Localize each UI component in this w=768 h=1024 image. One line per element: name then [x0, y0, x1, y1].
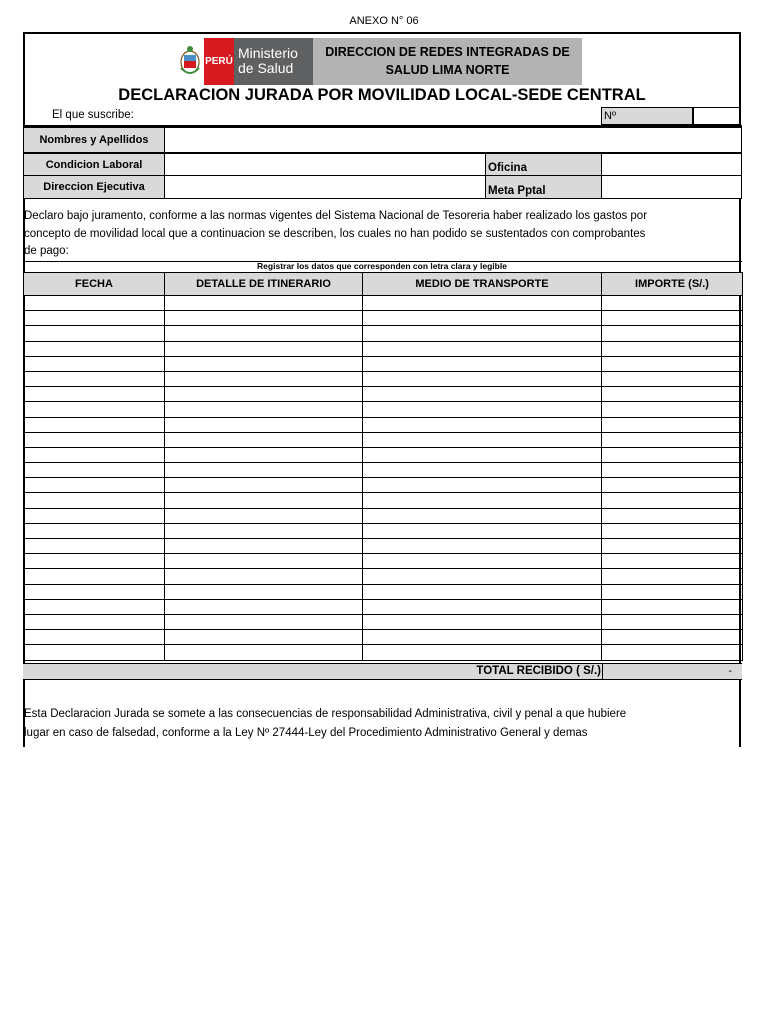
table-row	[24, 432, 743, 447]
amount-cell[interactable]	[602, 463, 743, 478]
column-header-itinerary: DETALLE DE ITINERARIO	[165, 273, 363, 296]
declaration-line-2: concepto de movilidad local que a continuacion se describen, los cuales no han podido se sustentados con comprobantes	[24, 227, 646, 240]
table-row	[24, 493, 743, 508]
itinerary-cell[interactable]	[165, 554, 363, 569]
amount-cell[interactable]	[602, 539, 743, 554]
itinerary-cell[interactable]	[165, 645, 363, 660]
transport-cell[interactable]	[363, 432, 602, 447]
itinerary-cell[interactable]	[165, 371, 363, 386]
itinerary-cell[interactable]	[165, 356, 363, 371]
date-cell[interactable]	[24, 356, 165, 371]
declaration-text	[24, 208, 684, 261]
table-row	[24, 387, 743, 402]
date-cell[interactable]	[24, 341, 165, 356]
itinerary-cell[interactable]	[165, 614, 363, 629]
table-row	[24, 539, 743, 554]
shield-icon	[176, 38, 204, 85]
date-cell[interactable]	[24, 523, 165, 538]
transport-cell[interactable]	[363, 493, 602, 508]
transport-cell[interactable]	[363, 296, 602, 311]
amount-cell[interactable]	[602, 645, 743, 660]
date-cell[interactable]	[24, 614, 165, 629]
table-header-row	[24, 273, 743, 296]
amount-cell[interactable]	[602, 554, 743, 569]
transport-cell[interactable]	[363, 417, 602, 432]
itinerary-cell[interactable]	[165, 463, 363, 478]
amount-cell[interactable]	[602, 341, 743, 356]
amount-cell[interactable]	[602, 478, 743, 493]
amount-cell[interactable]	[602, 402, 743, 417]
transport-cell[interactable]	[363, 478, 602, 493]
date-cell[interactable]	[24, 417, 165, 432]
column-header-amount: IMPORTE (S/.)	[602, 273, 743, 296]
org-line-2: SALUD LIMA NORTE	[385, 63, 510, 77]
transport-cell[interactable]	[363, 539, 602, 554]
itinerary-cell[interactable]	[165, 478, 363, 493]
date-cell[interactable]	[24, 326, 165, 341]
table-row	[24, 508, 743, 523]
amount-cell[interactable]	[602, 599, 743, 614]
amount-cell[interactable]	[602, 630, 743, 645]
transport-cell[interactable]	[363, 630, 602, 645]
date-cell[interactable]	[24, 584, 165, 599]
org-line-1: DIRECCION DE REDES INTEGRADAS DE	[325, 45, 570, 59]
amount-cell[interactable]	[602, 432, 743, 447]
date-cell[interactable]	[24, 387, 165, 402]
amount-cell[interactable]	[602, 417, 743, 432]
declaration-line-1: Declaro bajo juramento, conforme a las normas vigentes del Sistema Nacional de Tesoreria haber realizado los gastos por	[24, 210, 648, 222]
transport-cell[interactable]	[363, 508, 602, 523]
transport-cell[interactable]	[363, 599, 602, 614]
logo-ministry: Ministerio de Salud	[234, 38, 313, 85]
transport-cell[interactable]	[363, 614, 602, 629]
footer-line-1: Esta Declaracion Jurada se somete a las consecuencias de responsabilidad Administrativa, civil y penal a que hubiere	[24, 708, 627, 720]
itinerary-cell[interactable]	[165, 523, 363, 538]
amount-cell[interactable]	[602, 356, 743, 371]
footer-text	[24, 705, 724, 743]
table-row	[24, 523, 743, 538]
table-row	[24, 630, 743, 645]
table-row	[24, 326, 743, 341]
itinerary-cell[interactable]	[165, 493, 363, 508]
amount-cell[interactable]	[602, 371, 743, 386]
amount-cell[interactable]	[602, 387, 743, 402]
transport-cell[interactable]	[363, 523, 602, 538]
amount-cell[interactable]	[602, 584, 743, 599]
condition-field[interactable]	[164, 153, 486, 176]
itinerary-cell[interactable]	[165, 387, 363, 402]
table-row	[24, 296, 743, 311]
page-title: DECLARACION JURADA POR MOVILIDAD LOCAL-SEDE CENTRAL	[118, 86, 646, 104]
itinerary-cell[interactable]	[165, 569, 363, 584]
itinerary-cell[interactable]	[165, 341, 363, 356]
transport-cell[interactable]	[363, 569, 602, 584]
table-row	[24, 599, 743, 614]
transport-cell[interactable]	[363, 554, 602, 569]
date-cell[interactable]	[24, 493, 165, 508]
office-label: Oficina	[485, 153, 602, 176]
transport-cell[interactable]	[363, 326, 602, 341]
table-row	[24, 614, 743, 629]
table-row	[24, 356, 743, 371]
transport-cell[interactable]	[363, 387, 602, 402]
date-cell[interactable]	[24, 447, 165, 462]
amount-cell[interactable]	[602, 326, 743, 341]
transport-cell[interactable]	[363, 447, 602, 462]
table-row	[24, 311, 743, 326]
amount-cell[interactable]	[602, 311, 743, 326]
transport-cell[interactable]	[363, 645, 602, 660]
table-row	[24, 569, 743, 584]
itinerary-cell[interactable]	[165, 417, 363, 432]
goal-field[interactable]	[601, 175, 742, 199]
goal-label: Meta Pptal	[485, 175, 602, 199]
transport-cell[interactable]	[363, 356, 602, 371]
date-cell[interactable]	[24, 478, 165, 493]
itinerary-cell[interactable]	[165, 447, 363, 462]
date-cell[interactable]	[24, 371, 165, 386]
date-cell[interactable]	[24, 311, 165, 326]
table-row	[24, 402, 743, 417]
amount-cell[interactable]	[602, 569, 743, 584]
table-row	[24, 341, 743, 356]
direction-label: Direccion Ejecutiva	[23, 175, 165, 199]
amount-cell[interactable]	[602, 508, 743, 523]
table-row	[24, 371, 743, 386]
table-row	[24, 417, 743, 432]
itinerary-cell[interactable]	[165, 296, 363, 311]
amount-cell[interactable]	[602, 523, 743, 538]
date-cell[interactable]	[24, 645, 165, 660]
number-field[interactable]	[693, 107, 741, 125]
office-field[interactable]	[601, 153, 742, 176]
date-cell[interactable]	[24, 463, 165, 478]
table-row	[24, 447, 743, 462]
total-label: TOTAL RECIBIDO ( S/.)	[476, 665, 601, 677]
itinerary-cell[interactable]	[165, 539, 363, 554]
org-name	[313, 38, 582, 85]
logo-country: PERÚ	[204, 38, 234, 85]
date-cell[interactable]	[24, 569, 165, 584]
transport-cell[interactable]	[363, 341, 602, 356]
name-field[interactable]	[164, 127, 742, 153]
itinerary-cell[interactable]	[165, 311, 363, 326]
transport-cell[interactable]	[363, 584, 602, 599]
direction-field[interactable]	[164, 175, 486, 199]
declaration-line-3: de pago:	[24, 245, 69, 257]
transport-cell[interactable]	[363, 463, 602, 478]
table-row	[24, 463, 743, 478]
date-cell[interactable]	[24, 599, 165, 614]
itinerary-cell[interactable]	[165, 630, 363, 645]
amount-cell[interactable]	[602, 614, 743, 629]
column-header-transport: MEDIO DE TRANSPORTE	[363, 273, 602, 296]
subscriber-label: El que suscribe:	[52, 109, 134, 121]
itinerary-cell[interactable]	[165, 326, 363, 341]
transport-cell[interactable]	[363, 402, 602, 417]
amount-cell[interactable]	[602, 447, 743, 462]
table-row	[24, 584, 743, 599]
annex-number: ANEXO N° 06	[349, 15, 419, 27]
total-value: -	[602, 664, 742, 679]
transport-cell[interactable]	[363, 371, 602, 386]
table-row	[24, 554, 743, 569]
total-row	[23, 663, 742, 680]
itinerary-cell[interactable]	[165, 508, 363, 523]
itinerary-cell[interactable]	[165, 402, 363, 417]
itinerary-cell[interactable]	[165, 584, 363, 599]
date-cell[interactable]	[24, 432, 165, 447]
transport-cell[interactable]	[363, 311, 602, 326]
ministry-logo	[176, 38, 313, 85]
footer-line-2: lugar en caso de falsedad, conforme a la Ley Nº 27444-Ley del Procedimiento Administrativo General y demas	[24, 727, 588, 739]
name-label: Nombres y Apellidos	[23, 127, 165, 153]
instruction-note: Registrar los datos que corresponden con letra clara y legible	[257, 261, 507, 271]
date-cell[interactable]	[24, 554, 165, 569]
date-cell[interactable]	[24, 508, 165, 523]
date-cell[interactable]	[24, 630, 165, 645]
column-header-date: FECHA	[24, 273, 165, 296]
date-cell[interactable]	[24, 539, 165, 554]
expense-table	[23, 272, 743, 661]
amount-cell[interactable]	[602, 493, 743, 508]
amount-cell[interactable]	[602, 296, 743, 311]
itinerary-cell[interactable]	[165, 599, 363, 614]
itinerary-cell[interactable]	[165, 432, 363, 447]
date-cell[interactable]	[24, 296, 165, 311]
date-cell[interactable]	[24, 402, 165, 417]
condition-label: Condicion Laboral	[23, 153, 165, 176]
table-row	[24, 478, 743, 493]
table-row	[24, 645, 743, 660]
number-label: Nº	[601, 107, 693, 125]
